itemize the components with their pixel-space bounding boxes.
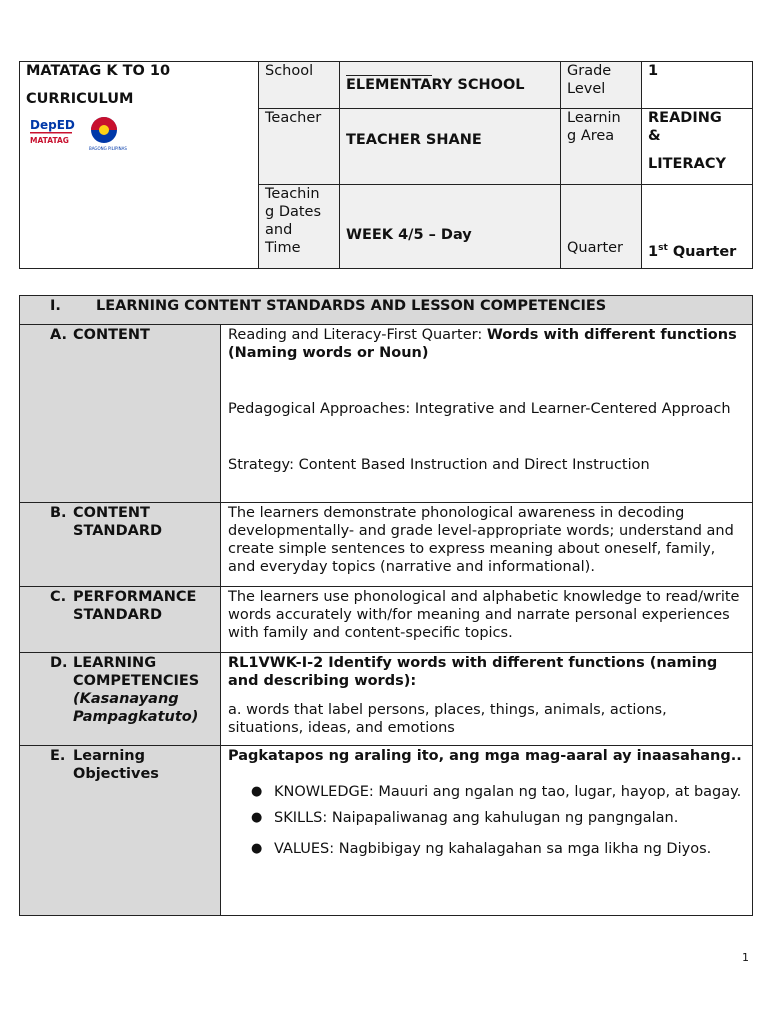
- content-standard-letter: B.: [50, 505, 67, 521]
- curriculum-cell: [20, 62, 259, 269]
- area-label-line2: g Area: [567, 128, 615, 144]
- content-standard-row: [20, 503, 753, 587]
- grade-label-line1: Grade: [567, 63, 612, 79]
- learning-competencies-label-line4: Pampagkatuto): [73, 709, 199, 725]
- quarter-word: Quarter: [667, 243, 737, 260]
- content-standard-label-line1: CONTENT: [73, 505, 150, 521]
- content-standard-label-line2: STANDARD: [73, 523, 163, 539]
- learning-objectives-label-cell: [20, 746, 221, 916]
- bullet-icon: ●: [251, 784, 263, 799]
- learning-competencies-text-cell: [221, 653, 753, 746]
- objective-knowledge-text: KNOWLEDGE: Mauuri ang ngalan ng tao, lugar, hayop, at bagay.: [274, 784, 742, 800]
- matatag-logo-text: MATATAG: [30, 136, 69, 145]
- teacher-value: TEACHER SHANE: [346, 132, 482, 148]
- content-topic: [228, 326, 746, 362]
- quarter-label: Quarter: [567, 240, 624, 256]
- competency-code: RL1VWK-I-2 Identify words with different functions (naming and describing words):: [228, 655, 718, 689]
- performance-standard-row: [20, 587, 753, 653]
- grade-level-label: [561, 62, 642, 109]
- grade-label-line2: Level: [567, 81, 606, 97]
- deped-logo-text: DepED: [30, 118, 75, 132]
- objective-values: [251, 837, 746, 861]
- curriculum-title-line2: CURRICULUM: [26, 91, 134, 107]
- logos: [26, 114, 252, 154]
- performance-standard-label-line2: STANDARD: [73, 607, 163, 623]
- section-header-row: [20, 296, 753, 325]
- learning-objectives-label-line2: Objectives: [73, 766, 159, 782]
- learning-objectives-letter: E.: [50, 748, 66, 764]
- quarter-value-cell: [642, 185, 753, 269]
- deped-matatag-logo: [26, 114, 136, 154]
- school-value: ELEMENTARY SCHOOL: [346, 77, 525, 93]
- content-text-cell: [221, 325, 753, 503]
- content-topic-prefix: Reading and Literacy-First Quarter:: [228, 327, 487, 343]
- learning-content-table: [19, 295, 753, 916]
- learning-competencies-label-line3: (Kasanayang: [73, 691, 179, 707]
- content-label: CONTENT: [73, 327, 150, 343]
- content-label-cell: [20, 325, 221, 503]
- area-label-line1: Learnin: [567, 110, 621, 126]
- section-header: [20, 296, 753, 325]
- competency-detail: a. words that label persons, places, things, animals, actions, situations, ideas, and emotions: [228, 702, 667, 736]
- school-label: School: [259, 62, 340, 109]
- learning-objectives-row: [20, 746, 753, 916]
- learning-competencies-label-line2: COMPETENCIES: [73, 673, 200, 689]
- lesson-header-table: [19, 61, 753, 269]
- performance-standard-label-cell: [20, 587, 221, 653]
- area-value-line3: LITERACY: [648, 156, 726, 172]
- learning-competencies-letter: D.: [50, 655, 68, 671]
- bullet-icon: ●: [251, 810, 263, 825]
- objective-knowledge: [251, 780, 746, 804]
- bagong-pilipinas-text: BAGONG PILIPINAS: [89, 146, 127, 151]
- teaching-dates-value-cell: [340, 185, 561, 269]
- area-value-line2: &: [648, 128, 661, 144]
- learning-objectives-text-cell: [221, 746, 753, 916]
- curriculum-title-line1: MATATAG K TO 10: [26, 63, 171, 79]
- learning-area-value: [642, 109, 753, 185]
- objective-values-text: VALUES: Nagbibigay ng kahalagahan sa mga likha ng Diyos.: [274, 841, 712, 857]
- school-name-blank: [346, 66, 432, 76]
- objective-skills-text: SKILLS: Naipapaliwanag ang kahulugan ng pangngalan.: [274, 810, 679, 826]
- school-value-cell: [340, 62, 561, 109]
- pedagogical-approaches: Pedagogical Approaches: Integrative and Learner-Centered Approach: [228, 401, 731, 417]
- quarter-value: [648, 239, 746, 261]
- teacher-value-cell: [340, 109, 561, 185]
- objective-skills: [251, 806, 746, 830]
- learning-area-label: [561, 109, 642, 185]
- dates-label-line2: g Dates: [265, 204, 322, 220]
- quarter-suffix: st: [658, 243, 668, 253]
- content-topic-title: Words with different functions (Naming words or Noun): [228, 327, 737, 361]
- teaching-dates-label: [259, 185, 340, 269]
- learning-objectives-label-line1: Learning: [73, 748, 146, 764]
- dates-label-line4: Time: [265, 240, 301, 256]
- performance-standard-label-line1: PERFORMANCE: [73, 589, 197, 605]
- performance-standard-letter: C.: [50, 589, 67, 605]
- learning-competencies-row: [20, 653, 753, 746]
- quarter-number: 1: [648, 243, 659, 260]
- grade-level-value: 1: [642, 62, 753, 109]
- learning-competencies-label-cell: [20, 653, 221, 746]
- performance-standard-text: The learners use phonological and alphabetic knowledge to read/write words accurately with/for meaning and narrate personal experiences with family and content-specific topics.: [221, 587, 753, 653]
- area-value-line1: READING: [648, 110, 722, 126]
- dates-label-line3: and: [265, 222, 293, 238]
- page-number: 1: [742, 951, 749, 964]
- content-row: [20, 325, 753, 503]
- learning-competencies-label-line1: LEARNING: [73, 655, 157, 671]
- content-letter: A.: [50, 327, 67, 343]
- bullet-icon: ●: [251, 841, 263, 856]
- quarter-label-cell: [561, 185, 642, 269]
- content-standard-text: The learners demonstrate phonological awareness in decoding developmentally- and grade level-appropriate words; understand and create simple sentences to express meaning about oneself, family, and everyday topics (narrative and informational).: [221, 503, 753, 587]
- section-title: LEARNING CONTENT STANDARDS AND LESSON COMPETENCIES: [96, 298, 607, 314]
- dates-label-line1: Teachin: [265, 186, 320, 202]
- strategy: Strategy: Content Based Instruction and Direct Instruction: [228, 457, 650, 473]
- section-numeral: I.: [50, 298, 61, 314]
- objectives-intro: Pagkatapos ng araling ito, ang mga mag-aaral ay inaasahang..: [228, 748, 742, 764]
- teaching-dates-value: WEEK 4/5 – Day: [346, 227, 472, 243]
- content-standard-label-cell: [20, 503, 221, 587]
- teacher-label: Teacher: [259, 109, 340, 185]
